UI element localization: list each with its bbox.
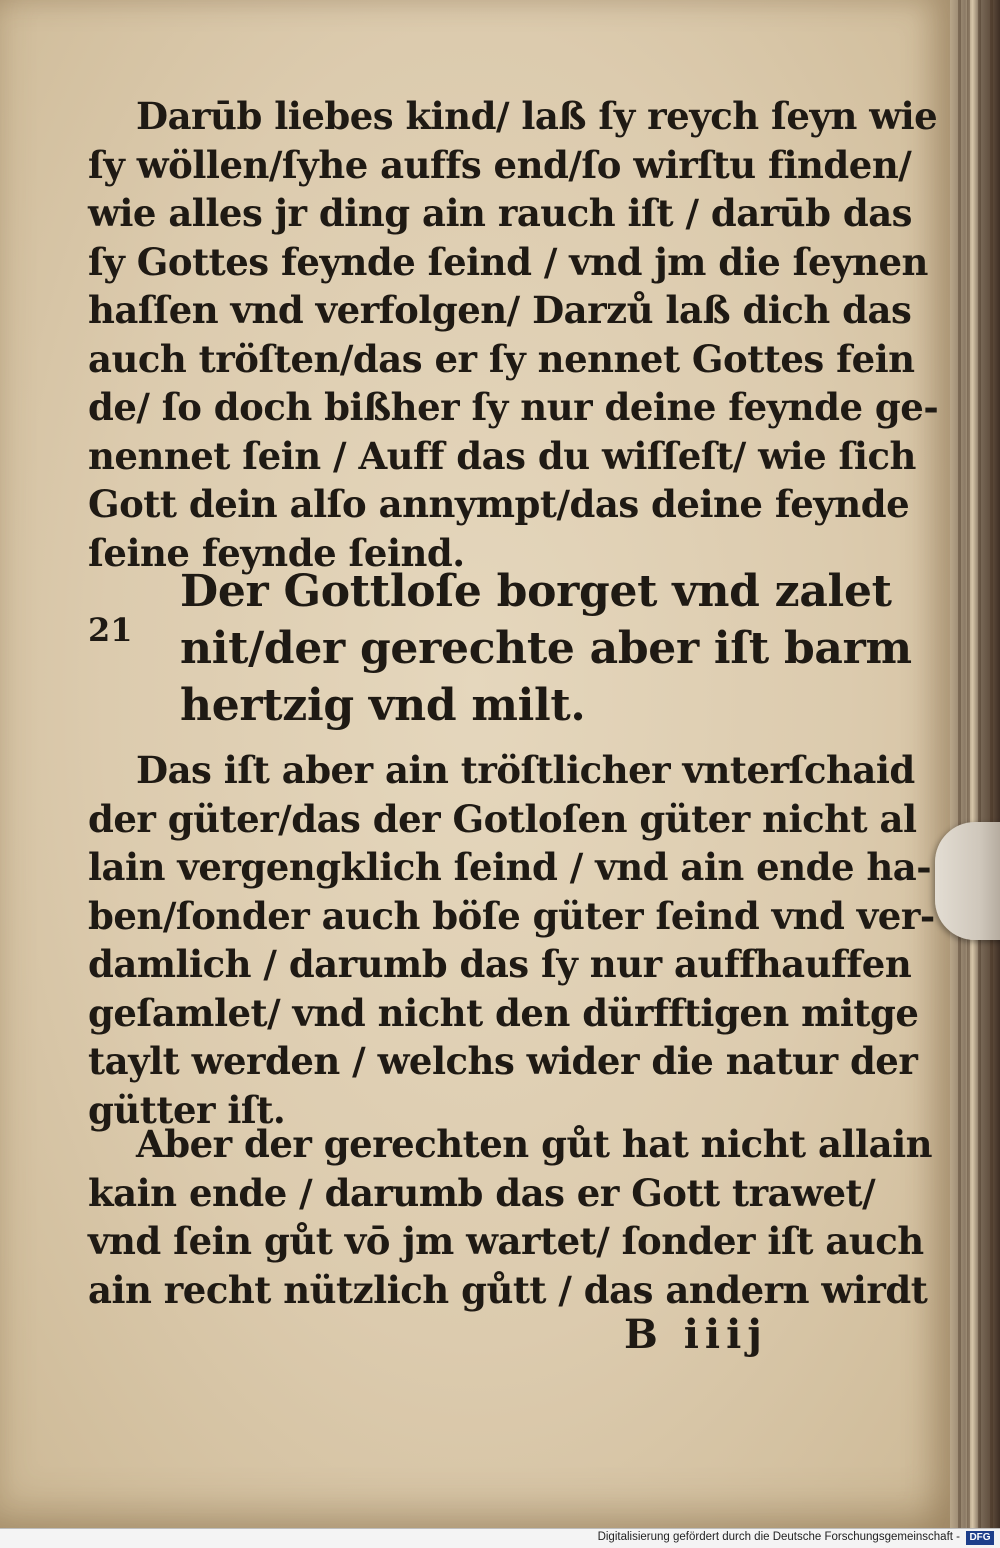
text-line: der güter/das der Gotloſen güter nicht al — [88, 796, 917, 841]
text-line: taylt werden / welchs wider die natur der — [88, 1039, 918, 1083]
footer-bar — [0, 1528, 1000, 1548]
signature-mark: B iiij — [624, 1311, 768, 1358]
text-line: wie alles jr ding ain rauch iſt / darūb das — [88, 191, 913, 235]
page-edge-line — [967, 0, 970, 1528]
verse-line: hertzig vnd milt. — [180, 680, 586, 731]
text-line: haſſen vnd verfolgen/ Darzů laß dich das — [88, 288, 912, 332]
page-edge-line — [990, 0, 993, 1528]
text-line: Das iſt aber ain tröſtlicher vnterſchaid — [136, 748, 915, 792]
text-line: kain ende / darumb das er Gott trawet/ — [88, 1170, 876, 1215]
text-line: ben/ſonder auch böſe güter ſeind vnd ver- — [88, 893, 935, 938]
verse-line: nit/der gerechte aber iſt barm — [180, 623, 912, 674]
paragraph-3 — [88, 1120, 933, 1314]
text-line: gütter iſt. — [88, 1087, 286, 1132]
text-line: ſy wöllen/ſyhe auffs end/ſo wirſtu finden/ — [88, 142, 912, 187]
page-clip — [935, 822, 1000, 940]
text-line: ſeine feynde ſeind. — [88, 530, 465, 575]
verse-line: Der Gottloſe borget vnd zalet — [180, 566, 892, 617]
text-line: de/ ſo doch bißher ſy nur deine feynde ge- — [88, 385, 939, 429]
page-edge-stack — [950, 0, 1000, 1528]
page-edge-line — [978, 0, 981, 1528]
text-line: geſamlet/ vnd nicht den dürfftigen mitge — [88, 990, 919, 1035]
text-line: lain vergengklich ſeind / vnd ain ende ha- — [88, 845, 932, 889]
paragraph-1 — [88, 92, 939, 577]
page-edge-line — [958, 0, 961, 1528]
text-line: vnd ſein gůt vō jm wartet/ ſonder iſt auch — [88, 1219, 924, 1263]
text-line: ſy Gottes feynde ſeind / vnd jm die ſeynen — [88, 239, 928, 284]
text-line: Aber der gerechten gůt hat nicht allain — [136, 1122, 933, 1166]
verse-heading — [180, 563, 912, 734]
text-line: damlich / darumb das ſy nur auffhauffen — [88, 942, 912, 986]
text-line: ain recht nützlich gůtt / das andern wirdt — [88, 1267, 928, 1312]
text-line: nennet ſein / Auff das du wiſſeſt/ wie ſich — [88, 433, 916, 478]
verse-number: 21 — [88, 611, 133, 649]
text-line: auch tröſten/das er ſy nennet Gottes fein — [88, 336, 915, 381]
dfg-logo-icon: DFG — [966, 1531, 994, 1545]
text-line: Gott dein alſo annympt/das deine feynde — [88, 482, 910, 526]
footer-credit: Digitalisierung gefördert durch die Deutsche Forschungsgemeinschaft - — [597, 1531, 960, 1543]
text-line: Darūb liebes kind/ laß ſy reych ſeyn wie — [136, 94, 938, 138]
paragraph-2 — [88, 746, 935, 1134]
